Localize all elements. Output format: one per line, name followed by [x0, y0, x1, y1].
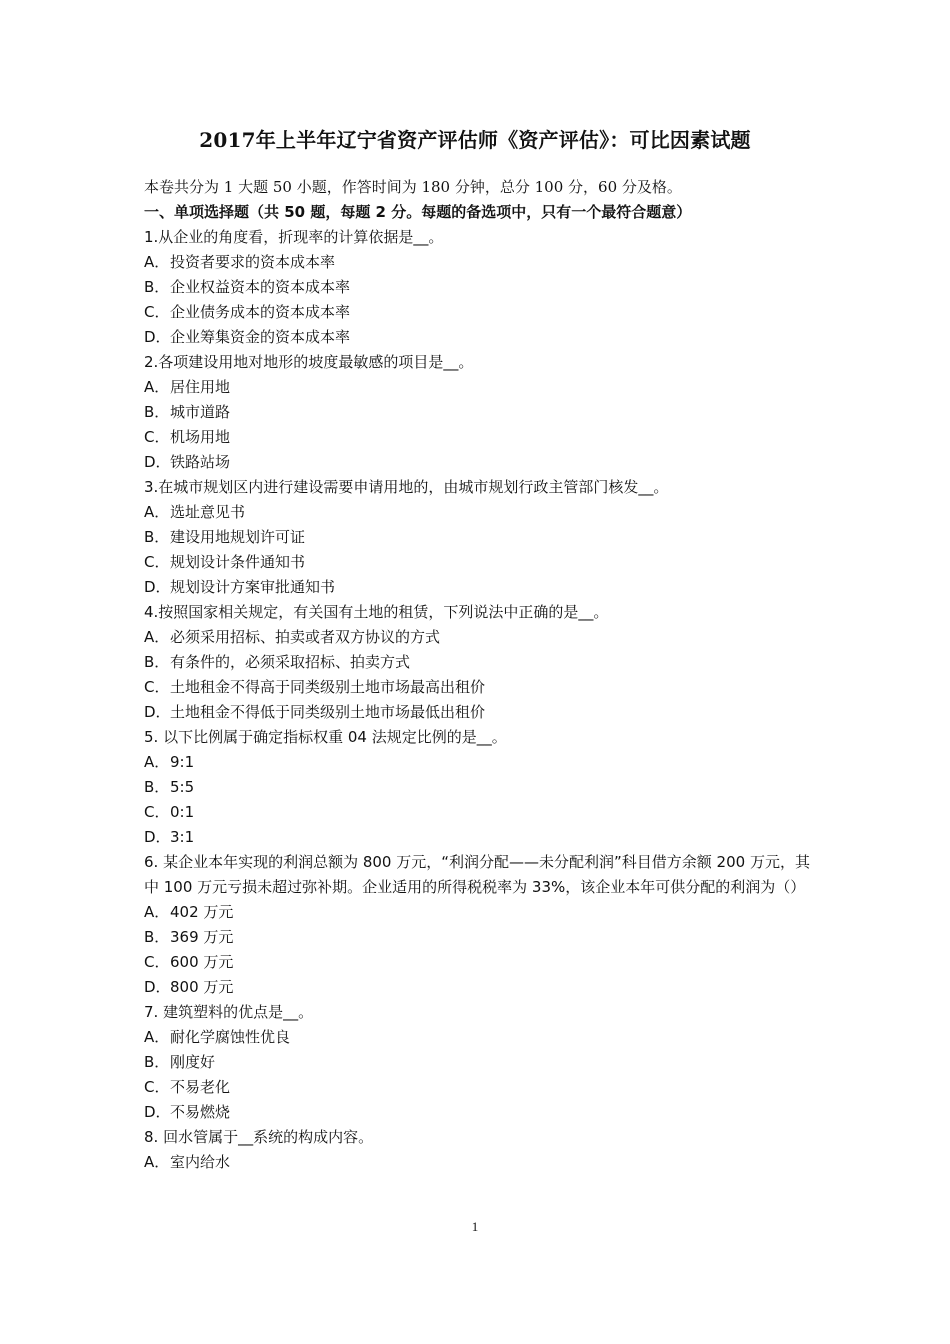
- option-letter: B．: [144, 778, 170, 796]
- option-text: 投资者要求的资本成本率: [170, 253, 336, 271]
- question: [144, 225, 812, 350]
- option-text: 600 万元: [170, 953, 234, 971]
- question-text: 7. 建筑塑料的优点是__。: [144, 1003, 314, 1021]
- option: [144, 525, 812, 550]
- option-letter: C．: [144, 953, 170, 971]
- question-text: 1.从企业的角度看，折现率的计算依据是__。: [144, 228, 444, 246]
- question-text: 6. 某企业本年实现的利润总额为 800 万元，“利润分配——未分配利润”科目借方余额 200 万元，其中 100 万元亏损未超过弥补期。企业适用的所得税税率为 33%，该企业本年可供分配的利润为（）: [144, 853, 810, 896]
- option-text: 企业债务成本的资本成本率: [170, 303, 351, 321]
- option-letter: C．: [144, 303, 170, 321]
- option-text: 企业筹集资金的资本成本率: [170, 328, 351, 346]
- question: [144, 725, 812, 850]
- option-text: 不易燃烧: [170, 1103, 231, 1121]
- option: [144, 650, 812, 675]
- option-text: 369 万元: [170, 928, 234, 946]
- question: [144, 850, 812, 1000]
- option: [144, 275, 812, 300]
- option: [144, 550, 812, 575]
- option-letter: B．: [144, 1053, 170, 1071]
- question-text: 5. 以下比例属于确定指标权重 04 法规定比例的是__。: [144, 728, 507, 746]
- option-text: 企业权益资本的资本成本率: [170, 278, 351, 296]
- option-letter: B．: [144, 278, 170, 296]
- option: [144, 975, 812, 1000]
- option-letter: A．: [144, 503, 170, 521]
- option-text: 0:1: [170, 803, 195, 821]
- option-text: 选址意见书: [170, 503, 246, 521]
- option-letter: C．: [144, 428, 170, 446]
- option-text: 城市道路: [170, 403, 231, 421]
- question: [144, 600, 812, 725]
- option-letter: A．: [144, 628, 170, 646]
- option-text: 5:5: [170, 778, 195, 796]
- option: [144, 775, 812, 800]
- option: [144, 950, 812, 975]
- option-letter: B．: [144, 403, 170, 421]
- option-text: 机场用地: [170, 428, 231, 446]
- document-title: 2017年上半年辽宁省资产评估师《资产评估》：可比因素试题: [199, 128, 751, 152]
- option-letter: D．: [144, 328, 171, 346]
- option: [144, 400, 812, 425]
- option-letter: D．: [144, 578, 171, 596]
- option-text: 耐化学腐蚀性优良: [170, 1028, 291, 1046]
- option: [144, 925, 812, 950]
- option-letter: D．: [144, 828, 171, 846]
- option-letter: A．: [144, 1153, 170, 1171]
- question-text: 4.按照国家相关规定，有关国有土地的租赁，下列说法中正确的是__。: [144, 603, 609, 621]
- option: [144, 1050, 812, 1075]
- option: [144, 700, 812, 725]
- option: [144, 325, 812, 350]
- option: [144, 300, 812, 325]
- option-letter: A．: [144, 253, 170, 271]
- question: [144, 1125, 812, 1175]
- option-letter: B．: [144, 528, 170, 546]
- option: [144, 500, 812, 525]
- exam-intro: 本卷共分为 1 大题 50 小题，作答时间为 180 分钟，总分 100 分，60 分及格。: [144, 178, 682, 196]
- option-letter: C．: [144, 803, 170, 821]
- option: [144, 1150, 812, 1175]
- option-letter: D．: [144, 703, 171, 721]
- option-letter: C．: [144, 1078, 170, 1096]
- question: [144, 475, 812, 600]
- option-text: 土地租金不得低于同类级别土地市场最低出租价: [170, 703, 486, 721]
- option: [144, 250, 812, 275]
- option-text: 9:1: [170, 753, 195, 771]
- option-text: 土地租金不得高于同类级别土地市场最高出租价: [170, 678, 486, 696]
- question-text: 3.在城市规划区内进行建设需要申请用地的，由城市规划行政主管部门核发__。: [144, 478, 669, 496]
- section-heading: 一、单项选择题（共 50 题，每题 2 分。每题的备选项中，只有一个最符合题意）: [144, 203, 692, 221]
- option-letter: D．: [144, 1103, 171, 1121]
- option-letter: D．: [144, 453, 171, 471]
- option: [144, 750, 812, 775]
- option-letter: B．: [144, 653, 170, 671]
- option-letter: A．: [144, 1028, 170, 1046]
- option: [144, 575, 812, 600]
- question-text: 2.各项建设用地对地形的坡度最敏感的项目是__。: [144, 353, 474, 371]
- option: [144, 450, 812, 475]
- option: [144, 375, 812, 400]
- option-text: 规划设计条件通知书: [170, 553, 306, 571]
- option: [144, 1075, 812, 1100]
- option: [144, 425, 812, 450]
- option-text: 室内给水: [170, 1153, 231, 1171]
- option-text: 不易老化: [170, 1078, 231, 1096]
- option: [144, 1100, 812, 1125]
- option-text: 800 万元: [170, 978, 234, 996]
- option-text: 居住用地: [170, 378, 231, 396]
- option-text: 必须采用招标、拍卖或者双方协议的方式: [170, 628, 441, 646]
- option-text: 402 万元: [170, 903, 234, 921]
- document-body: [144, 175, 812, 1175]
- option-text: 铁路站场: [170, 453, 231, 471]
- option-text: 建设用地规划许可证: [170, 528, 306, 546]
- option-text: 规划设计方案审批通知书: [170, 578, 336, 596]
- option-text: 有条件的，必须采取招标、拍卖方式: [170, 653, 411, 671]
- option-text: 刚度好: [170, 1053, 216, 1071]
- question: [144, 350, 812, 475]
- option: [144, 1025, 812, 1050]
- option: [144, 800, 812, 825]
- option: [144, 625, 812, 650]
- option-letter: B．: [144, 928, 170, 946]
- question-text: 8. 回水管属于__系统的构成内容。: [144, 1128, 374, 1146]
- option: [144, 675, 812, 700]
- option-letter: A．: [144, 753, 170, 771]
- option: [144, 825, 812, 850]
- option-letter: C．: [144, 678, 170, 696]
- option-text: 3:1: [170, 828, 195, 846]
- option-letter: D．: [144, 978, 171, 996]
- page-number: 1: [471, 1219, 479, 1234]
- option: [144, 900, 812, 925]
- option-letter: A．: [144, 378, 170, 396]
- question: [144, 1000, 812, 1125]
- option-letter: C．: [144, 553, 170, 571]
- option-letter: A．: [144, 903, 170, 921]
